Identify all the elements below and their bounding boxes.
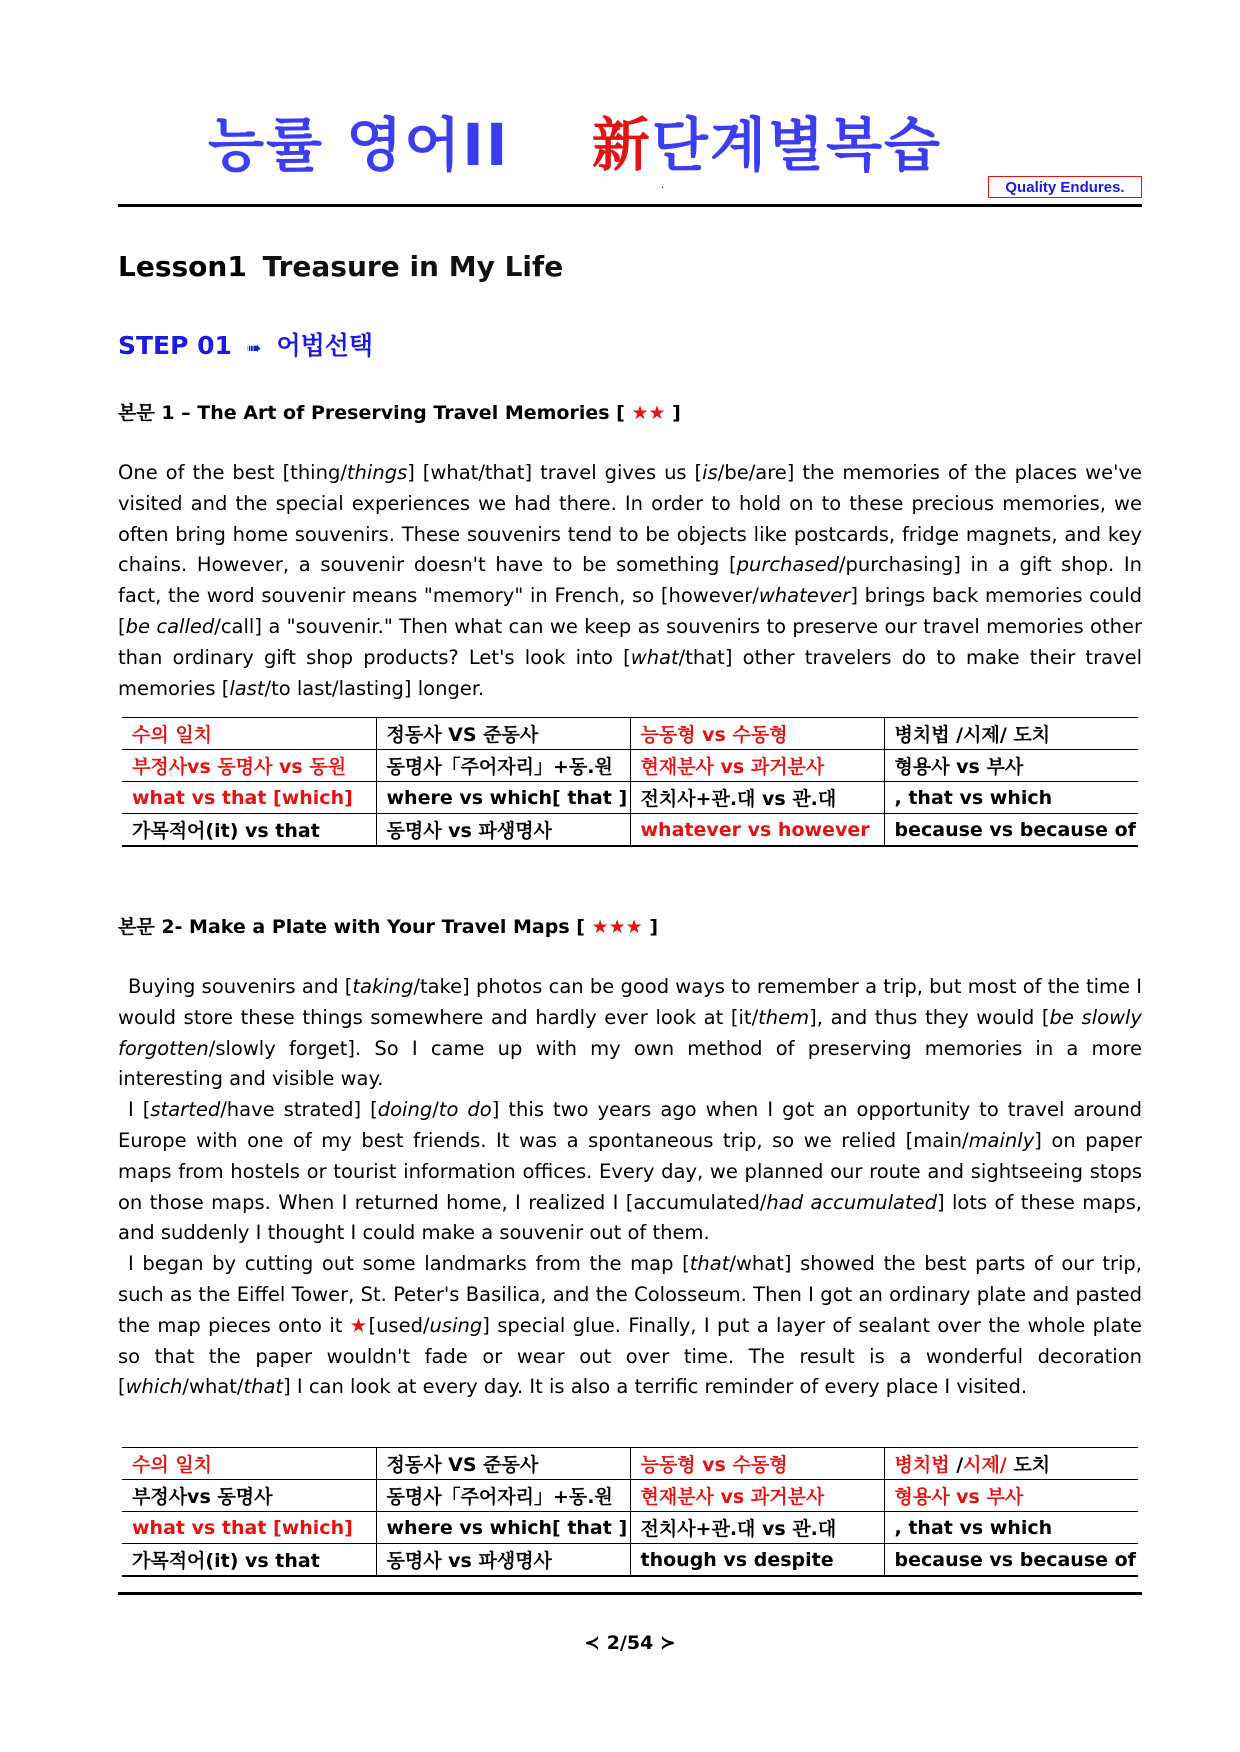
paragraph-text: /take] photos can be good ways to remember a trip, but most of the time I would store these things somewhere and hardly ever look at [it/ bbox=[118, 975, 1142, 1029]
paragraph-text: ] [what/that] travel gives us [ bbox=[407, 461, 703, 484]
table-row bbox=[122, 1544, 1138, 1577]
answer-choice: which bbox=[125, 1375, 183, 1399]
table-cell: 동명사 vs 파생명사 bbox=[376, 814, 630, 847]
table-cell: 동명사「주어자리」+동.원 bbox=[376, 1480, 630, 1512]
paragraph-text: /purchasing] in a gift shop. In fact, the word souvenir means "memory" in French, so [however/ bbox=[118, 553, 1142, 608]
table-cell: 전치사+관.대 vs 관.대 bbox=[630, 1512, 884, 1544]
lesson-number: Lesson1 bbox=[118, 250, 247, 283]
paragraph-text: /that] other travelers do to make their travel memories [ bbox=[118, 645, 1142, 700]
tagline-box: Quality Endures. bbox=[988, 176, 1142, 198]
paragraph-text: I [ bbox=[128, 1098, 151, 1122]
table-cell: though vs despite bbox=[630, 1544, 884, 1577]
answer-choice: be called bbox=[125, 614, 215, 638]
paragraph-text: I began by cutting out some landmarks from the map [ bbox=[128, 1252, 690, 1276]
answer-choice: purchased bbox=[736, 553, 839, 577]
star-rating-icon: ★★★ bbox=[591, 916, 643, 938]
table-row bbox=[122, 1512, 1138, 1544]
step-heading bbox=[118, 326, 373, 362]
table-cell: because vs because of bbox=[884, 1544, 1138, 1577]
answer-choice: last bbox=[229, 676, 265, 700]
answer-choice: what bbox=[630, 645, 679, 669]
answer-choice: using bbox=[429, 1313, 483, 1337]
paragraph-text: /slowly forget]. So I came up with my own method of preserving memories in a more interesting and visible way. bbox=[118, 1036, 1142, 1091]
paragraph-text: ], and thus they would [ bbox=[809, 1005, 1050, 1029]
section1-paragraph bbox=[118, 458, 1142, 704]
table-cell: 형용사 vs 부사 bbox=[884, 1480, 1138, 1512]
paragraph-text: [used/ bbox=[368, 1313, 430, 1337]
paragraph-text: Buying souvenirs and [ bbox=[128, 975, 353, 998]
table-cell: whatever vs however bbox=[630, 814, 884, 847]
section1-heading bbox=[118, 398, 681, 425]
paragraph-text: ] on paper maps from hostels or tourist information offices. Every day, we planned our route and sightseeing stops on those maps. When I returned home, I realized I [accumulated/ bbox=[118, 1128, 1142, 1214]
table-cell: 정동사 VS 준동사 bbox=[376, 1448, 630, 1480]
table-row bbox=[122, 718, 1138, 750]
table-cell: what vs that [which] bbox=[122, 1512, 376, 1544]
paragraph-text: ] lots of these maps, and suddenly I thought I could make a souvenir out of them. bbox=[118, 1190, 1142, 1245]
answer-choice: mainly bbox=[968, 1128, 1035, 1152]
table-cell: 현재분사 vs 과거분사 bbox=[630, 750, 884, 782]
table-cell: 능동형 vs 수동형 bbox=[630, 1448, 884, 1480]
table-row bbox=[122, 750, 1138, 782]
table-cell: 형용사 vs 부사 bbox=[884, 750, 1138, 782]
paragraph-text: ] brings back memories could [ bbox=[118, 584, 1142, 638]
page-number: ≺ 2/54 ≻ bbox=[584, 1632, 676, 1654]
step-name: 어법선택 bbox=[276, 331, 374, 360]
table-row bbox=[122, 782, 1138, 814]
paragraph-text: /have strated] [ bbox=[220, 1098, 378, 1122]
table-cell: , that vs which bbox=[884, 782, 1138, 814]
table-cell: 부정사vs 동명사 bbox=[122, 1480, 376, 1512]
document-page bbox=[118, 0, 1142, 1752]
paragraph-text: /be/are] the memories of the places we've visited and the special experiences we had there. In order to hold on to these precious memories, we often bring home souvenirs. These souvenirs tend to be objects like postcards, fridge magnets, and key chains. However, a souvenir doesn't have to be something [ bbox=[118, 461, 1143, 577]
section1-heading-close: ] bbox=[672, 402, 681, 424]
section2-grammar-table bbox=[122, 1447, 1138, 1577]
section2-heading-text: 본문 2- Make a Plate with Your Travel Maps [ bbox=[118, 916, 585, 938]
arrow-right-icon: ➠ bbox=[246, 338, 262, 359]
section2-paragraph-2 bbox=[118, 1095, 1142, 1249]
section1-grammar-table bbox=[122, 717, 1138, 847]
section1-heading-text: 본문 1 – The Art of Preserving Travel Memories [ bbox=[118, 402, 625, 424]
paragraph-text: ] special glue. Finally, I put a layer of sealant over the whole plate so that the paper wouldn't fade or wear out over time. The result is a wonderful decoration [ bbox=[118, 1313, 1143, 1399]
table-cell: 부정사vs 동명사 vs 동원 bbox=[122, 750, 376, 782]
section2-heading bbox=[118, 912, 658, 939]
header-title-hanja: 新 bbox=[591, 111, 652, 179]
section2-heading-close: ] bbox=[649, 916, 658, 938]
table-cell: , that vs which bbox=[884, 1512, 1138, 1544]
table-cell: 동명사「주어자리」+동.원 bbox=[376, 750, 630, 782]
answer-choice: doing bbox=[377, 1098, 433, 1122]
table-cell: 병치법 /시제/ 도치 bbox=[884, 718, 1138, 750]
paragraph-text: /what] showed the best parts of our trip, such as the Eiffel Tower, St. Peter's Basilica, and the Colosseum. Then I got an ordinary plate and pasted the map pieces onto it bbox=[118, 1252, 1142, 1337]
table-cell: 능동형 vs 수동형 bbox=[630, 718, 884, 750]
star-rating-icon: ★★ bbox=[631, 402, 666, 424]
table-cell: 병치법 /시제/ 도치 bbox=[884, 1448, 1138, 1480]
section2-paragraph-3 bbox=[118, 1249, 1142, 1403]
header-title-part1: 능률 영어II bbox=[208, 111, 510, 179]
answer-choice: ★ bbox=[349, 1313, 369, 1337]
answer-choice: had accumulated bbox=[766, 1190, 937, 1214]
table-cell: 가목적어(it) vs that bbox=[122, 1544, 376, 1577]
table-cell: 정동사 VS 준동사 bbox=[376, 718, 630, 750]
paragraph-text: ] this two years ago when I got an opportunity to travel around Europe with one of my best friends. It was a spontaneous trip, so we relied [main/ bbox=[118, 1098, 1142, 1152]
answer-choice: that bbox=[243, 1375, 284, 1399]
answer-choice: started bbox=[150, 1098, 221, 1122]
header-title-part2: 단계별복습 bbox=[651, 111, 943, 179]
step-label: STEP 01 bbox=[118, 331, 232, 360]
header-rule bbox=[118, 204, 1142, 207]
paragraph-text: /call] a "souvenir." Then what can we keep as souvenirs to preserve our travel memories other than ordinary gift shop products? Let's look into [ bbox=[118, 614, 1142, 669]
answer-choice: things bbox=[346, 461, 408, 484]
paragraph-text: ] I can look at every day. It is also a terrific reminder of every place I visited. bbox=[283, 1375, 1028, 1399]
answer-choice: be slowly forgotten bbox=[118, 1005, 1142, 1060]
paragraph-text: One of the best [thing/ bbox=[118, 461, 347, 484]
section2-paragraph-1 bbox=[118, 972, 1142, 1095]
answer-choice: them bbox=[758, 1005, 810, 1029]
table-cell: where vs which[ that ] bbox=[376, 1512, 630, 1544]
table-cell: what vs that [which] bbox=[122, 782, 376, 814]
answer-choice: whatever bbox=[758, 584, 851, 608]
table-cell: 전치사+관.대 vs 관.대 bbox=[630, 782, 884, 814]
header-title bbox=[208, 98, 1108, 178]
answer-choice: that bbox=[689, 1252, 730, 1276]
header-dot: . bbox=[661, 180, 665, 191]
paragraph-text: /to last/lasting] longer. bbox=[264, 676, 485, 700]
lesson-title bbox=[118, 250, 563, 283]
paragraph-text: /what/ bbox=[182, 1375, 244, 1399]
answer-choice: taking bbox=[352, 975, 414, 998]
table-cell: 가목적어(it) vs that bbox=[122, 814, 376, 847]
table-row bbox=[122, 1480, 1138, 1512]
lesson-name: Treasure in My Life bbox=[262, 250, 564, 283]
footer-rule bbox=[118, 1592, 1142, 1595]
table-cell: 수의 일치 bbox=[122, 718, 376, 750]
table-row bbox=[122, 1448, 1138, 1480]
answer-choice: is bbox=[702, 461, 718, 484]
table-cell: because vs because of bbox=[884, 814, 1138, 847]
table-cell: 현재분사 vs 과거분사 bbox=[630, 1480, 884, 1512]
table-cell: 수의 일치 bbox=[122, 1448, 376, 1480]
table-row bbox=[122, 814, 1138, 847]
answer-choice: to do bbox=[438, 1098, 492, 1122]
table-cell: where vs which[ that ] bbox=[376, 782, 630, 814]
table-cell: 동명사 vs 파생명사 bbox=[376, 1544, 630, 1577]
section2-body bbox=[118, 972, 1142, 1403]
paragraph-text: / bbox=[432, 1098, 439, 1122]
